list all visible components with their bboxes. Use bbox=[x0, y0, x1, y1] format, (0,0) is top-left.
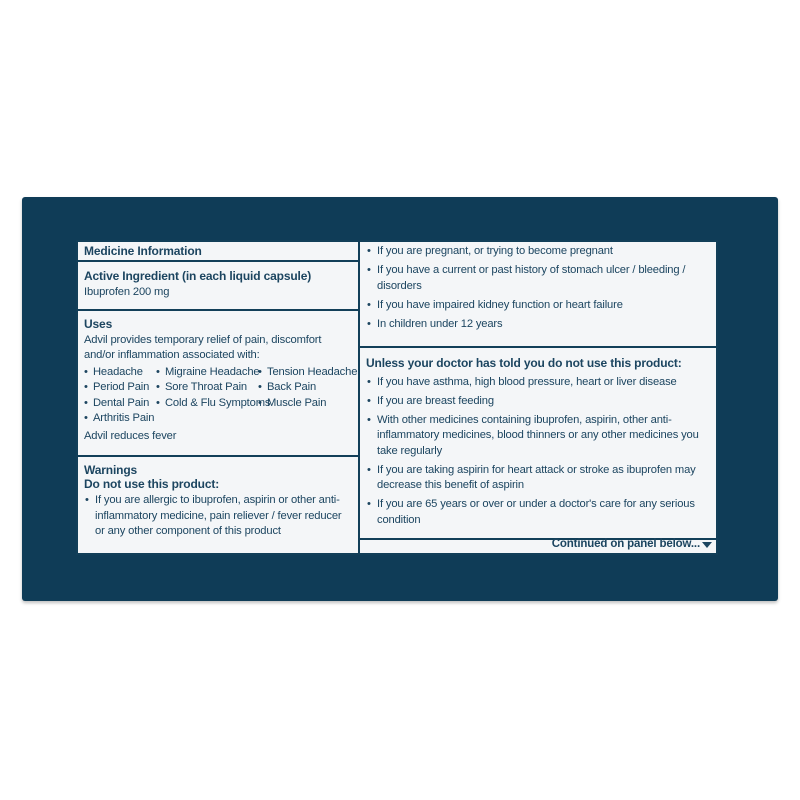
uses-list bbox=[84, 365, 358, 427]
uses-section bbox=[78, 311, 358, 457]
triangle-down-icon bbox=[702, 542, 712, 548]
list-item: • If you are allergic to ibuprofen, aspirin or other anti-inflammatory medicine, pain reliever / fever reducer or any other component of this product bbox=[84, 493, 352, 540]
list-item: • Dental Pain bbox=[84, 396, 156, 412]
active-ingredient-section bbox=[78, 262, 358, 311]
list-item: • If you are taking aspirin for heart attack or stroke as ibuprofen may decrease this benefit of aspirin bbox=[366, 463, 710, 494]
medicine-info-label bbox=[76, 240, 718, 555]
list-item: • Period Pain bbox=[84, 380, 156, 396]
fever-note: Advil reduces fever bbox=[84, 429, 177, 442]
list-item: • In children under 12 years bbox=[366, 317, 710, 333]
list-item: • If you are breast feeding bbox=[366, 394, 710, 410]
list-item: • If you have impaired kidney function or heart failure bbox=[366, 298, 710, 314]
list-item: • If you have a current or past history of stomach ulcer / bleeding / disorders bbox=[366, 263, 710, 294]
list-item: • Sore Throat Pain bbox=[156, 380, 258, 396]
continued-text: Continued on panel below... bbox=[551, 537, 700, 550]
list-item: • Headache bbox=[84, 365, 156, 381]
list-item: • If you have asthma, high blood pressure, heart or liver disease bbox=[366, 375, 710, 391]
warnings-right-list bbox=[366, 244, 710, 332]
left-column bbox=[78, 242, 360, 553]
warnings-subheading: Do not use this product: bbox=[84, 477, 220, 491]
warnings-continued-section bbox=[360, 242, 716, 348]
medicine-info-title: Medicine Information bbox=[84, 244, 202, 258]
right-column bbox=[360, 242, 716, 553]
doctor-section-heading: Unless your doctor has told you do not use this product: bbox=[366, 356, 682, 370]
list-item: • If you are 65 years or over or under a doctor's care for any serious condition bbox=[366, 497, 710, 528]
uses-intro: Advil provides temporary relief of pain, discomfort and/or inflammation associated with: bbox=[84, 333, 322, 361]
warnings-left-list bbox=[84, 493, 352, 540]
list-item: • Muscle Pain bbox=[258, 396, 354, 412]
continued-note bbox=[552, 537, 712, 553]
list-item: • Tension Headache bbox=[258, 365, 354, 381]
doctor-section bbox=[360, 348, 716, 537]
list-item: • With other medicines containing ibuprofen, aspirin, other anti-inflammatory medicines, blood thinners or any other medicines you take regularly bbox=[366, 413, 710, 460]
uses-heading: Uses bbox=[84, 317, 113, 331]
doctor-section-list bbox=[366, 375, 710, 529]
warnings-section bbox=[78, 457, 358, 540]
list-item: • Cold & Flu Symptoms bbox=[156, 396, 258, 412]
active-ingredient-heading: Active Ingredient (in each liquid capsule) bbox=[84, 269, 312, 283]
list-item: • Back Pain bbox=[258, 380, 354, 396]
active-ingredient-value: Ibuprofen 200 mg bbox=[84, 285, 170, 298]
list-item: • If you are pregnant, or trying to become pregnant bbox=[366, 244, 710, 260]
warnings-heading: Warnings bbox=[84, 463, 138, 477]
medicine-info-header bbox=[78, 242, 358, 262]
list-item: • Arthritis Pain bbox=[84, 411, 156, 427]
list-item: • Migraine Headache bbox=[156, 365, 258, 381]
